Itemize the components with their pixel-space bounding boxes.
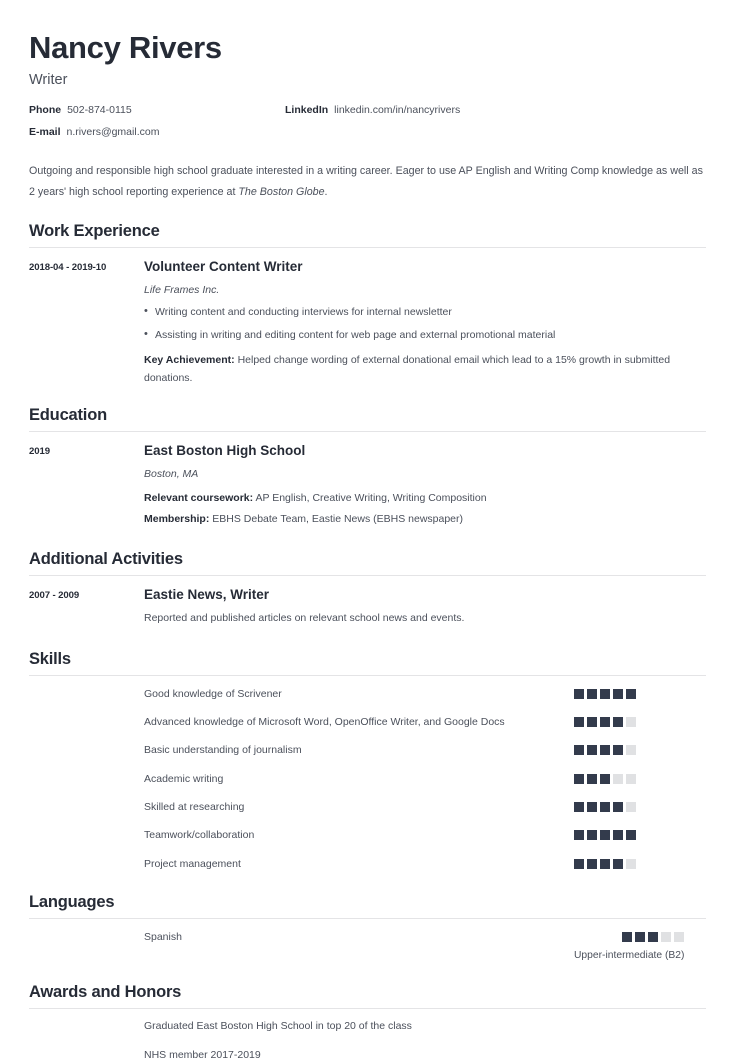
section-additional-activities (29, 541, 706, 631)
section-title-education: Education (29, 405, 107, 424)
language-level-note: Upper-intermediate (B2) (574, 949, 685, 961)
section-skills (29, 641, 706, 873)
rating-dots (574, 802, 636, 812)
rating-dots (574, 830, 636, 840)
contact-linkedin[interactable] (285, 104, 585, 117)
rating-square-empty (626, 774, 636, 784)
entry-body (144, 586, 706, 631)
rating-square-filled (613, 830, 623, 840)
contact-email-label: E-mail (29, 125, 61, 138)
contact-phone-label: Phone (29, 104, 62, 117)
skill-row (29, 714, 706, 731)
entry-date: 2018-04 - 2019-10 (29, 261, 107, 273)
skill-row (29, 856, 706, 873)
professional-summary (29, 161, 706, 203)
skills-list (29, 686, 706, 873)
rating-square-filled (622, 932, 632, 942)
rating-square-filled (587, 689, 597, 699)
section-title-languages: Languages (29, 893, 115, 912)
rating-square-filled (626, 830, 636, 840)
entry-activity-description: Reported and published articles on relevant school news and events. (144, 612, 465, 625)
coursework-value: AP English, Creative Writing, Writing Composition (253, 491, 487, 504)
section-divider (29, 247, 706, 248)
skill-label: Project management (144, 857, 241, 870)
rating-square-filled (613, 802, 623, 812)
rating-dots (574, 932, 684, 942)
entry-body (144, 442, 706, 532)
section-work-experience (29, 213, 706, 391)
activity-entry (29, 586, 706, 631)
rating-dots (574, 774, 636, 784)
awards-list (29, 1019, 706, 1064)
rating-dots (574, 717, 636, 727)
skill-rating (574, 771, 636, 784)
section-title-skills: Skills (29, 650, 71, 669)
language-label: Spanish (144, 930, 182, 943)
contact-linkedin-value[interactable]: linkedin.com/in/nancyrivers (334, 104, 461, 117)
rating-square-filled (600, 774, 610, 784)
rating-square-filled (574, 689, 584, 699)
rating-square-filled (587, 802, 597, 812)
rating-square-filled (600, 689, 610, 699)
rating-square-filled (587, 859, 597, 869)
entry-activity-title: Eastie News, Writer (144, 587, 270, 603)
rating-dots (574, 689, 636, 699)
award-item: Graduated East Boston High School in top 20 of the class (144, 1020, 412, 1033)
education-entry (29, 442, 706, 532)
resume-header (29, 30, 706, 147)
skill-label: Advanced knowledge of Microsoft Word, OpenOffice Writer, and Google Docs (144, 716, 505, 729)
award-item: NHS member 2017-2019 (144, 1048, 261, 1061)
section-divider (29, 431, 706, 432)
rating-square-empty (674, 932, 684, 942)
section-title-additional-activities: Additional Activities (29, 550, 183, 569)
rating-square-filled (613, 745, 623, 755)
language-rating (574, 929, 684, 963)
rating-square-filled (600, 745, 610, 755)
rating-square-filled (600, 830, 610, 840)
section-divider (29, 918, 706, 919)
rating-dots (574, 745, 636, 755)
rating-square-filled (587, 717, 597, 727)
rating-square-filled (574, 717, 584, 727)
rating-square-empty (661, 932, 671, 942)
skill-rating (574, 742, 636, 755)
contact-email-value[interactable]: n.rivers@gmail.com (66, 125, 160, 138)
contact-phone (29, 104, 285, 117)
contact-row (29, 104, 706, 117)
skill-row (29, 686, 706, 703)
list-item: • Writing content and conducting interviews for internal newsletter (144, 305, 706, 320)
contact-empty (285, 126, 585, 139)
contact-phone-value: 502-874-0115 (67, 104, 132, 117)
rating-square-filled (587, 774, 597, 784)
section-education (29, 397, 706, 531)
list-item: • Assisting in writing and editing content for web page and external promotional material (144, 328, 706, 343)
skill-rating (574, 686, 636, 699)
rating-square-filled (574, 774, 584, 784)
contact-grid (29, 104, 706, 147)
entry-membership (144, 510, 706, 528)
section-divider (29, 1008, 706, 1009)
rating-square-filled (574, 830, 584, 840)
rating-square-empty (626, 802, 636, 812)
rating-square-filled (600, 717, 610, 727)
skill-row (29, 827, 706, 844)
section-title-awards: Awards and Honors (29, 983, 182, 1002)
section-languages (29, 884, 706, 963)
summary-text-part1: Outgoing and responsible high school graduate interested in a writing career. Eager to use AP English and Writing Comp knowledge as well as 2 years' high school reporting experience at (29, 165, 703, 199)
language-row (29, 929, 706, 963)
page-title: Nancy Rivers (29, 30, 222, 65)
contact-linkedin-label: LinkedIn (285, 104, 329, 117)
entry-coursework (144, 489, 706, 507)
rating-square-filled (574, 745, 584, 755)
entry-date: 2007 - 2009 (29, 590, 80, 602)
contact-row (29, 126, 706, 139)
rating-dots (574, 859, 636, 869)
rating-square-filled (574, 859, 584, 869)
skill-label: Teamwork/collaboration (144, 829, 255, 842)
contact-email[interactable] (29, 126, 285, 139)
skill-rating (574, 856, 636, 869)
rating-square-filled (613, 689, 623, 699)
membership-label: Membership: (144, 512, 210, 525)
skill-rating (574, 827, 636, 840)
languages-list (29, 929, 706, 963)
rating-square-filled (587, 745, 597, 755)
rating-square-filled (648, 932, 658, 942)
section-divider (29, 675, 706, 676)
rating-square-empty (626, 717, 636, 727)
entry-school-location: Boston, MA (144, 467, 199, 480)
skill-row (29, 771, 706, 788)
rating-square-empty (626, 745, 636, 755)
entry-body (144, 258, 706, 391)
key-achievement-label: Key Achievement: (144, 354, 235, 367)
rating-square-filled (600, 859, 610, 869)
summary-text-part2: . (324, 186, 328, 199)
rating-square-filled (587, 830, 597, 840)
work-experience-entry (29, 258, 706, 391)
entry-key-achievement (144, 351, 706, 388)
rating-square-filled (613, 859, 623, 869)
section-title-work-experience: Work Experience (29, 221, 160, 240)
section-awards (29, 974, 706, 1063)
rating-square-empty (613, 774, 623, 784)
rating-square-filled (635, 932, 645, 942)
rating-square-filled (613, 717, 623, 727)
skill-label: Skilled at researching (144, 801, 245, 814)
rating-square-filled (574, 802, 584, 812)
job-title: Writer (29, 71, 68, 88)
rating-square-filled (626, 689, 636, 699)
entry-school-name: East Boston High School (144, 442, 306, 458)
rating-square-filled (600, 802, 610, 812)
skill-label: Good knowledge of Scrivener (144, 687, 282, 700)
rating-square-empty (626, 859, 636, 869)
skill-row (29, 799, 706, 816)
entry-bullet-list (144, 305, 706, 343)
entry-date: 2019 (29, 445, 50, 457)
key-achievement-text: Helped change wording of external donational email which lead to a 15% growth in submitted donations. (144, 354, 671, 385)
skill-row (29, 742, 706, 759)
entry-job-title: Volunteer Content Writer (144, 258, 303, 274)
coursework-label: Relevant coursework: (144, 491, 254, 504)
section-divider (29, 575, 706, 576)
entry-company: Life Frames Inc. (144, 283, 220, 296)
skill-rating (574, 799, 636, 812)
skill-rating (574, 714, 636, 727)
membership-value: EBHS Debate Team, Eastie News (EBHS newspaper) (209, 512, 464, 525)
skill-label: Basic understanding of journalism (144, 744, 302, 757)
skill-label: Academic writing (144, 772, 224, 785)
summary-emphasis: The Boston Globe (238, 186, 325, 199)
